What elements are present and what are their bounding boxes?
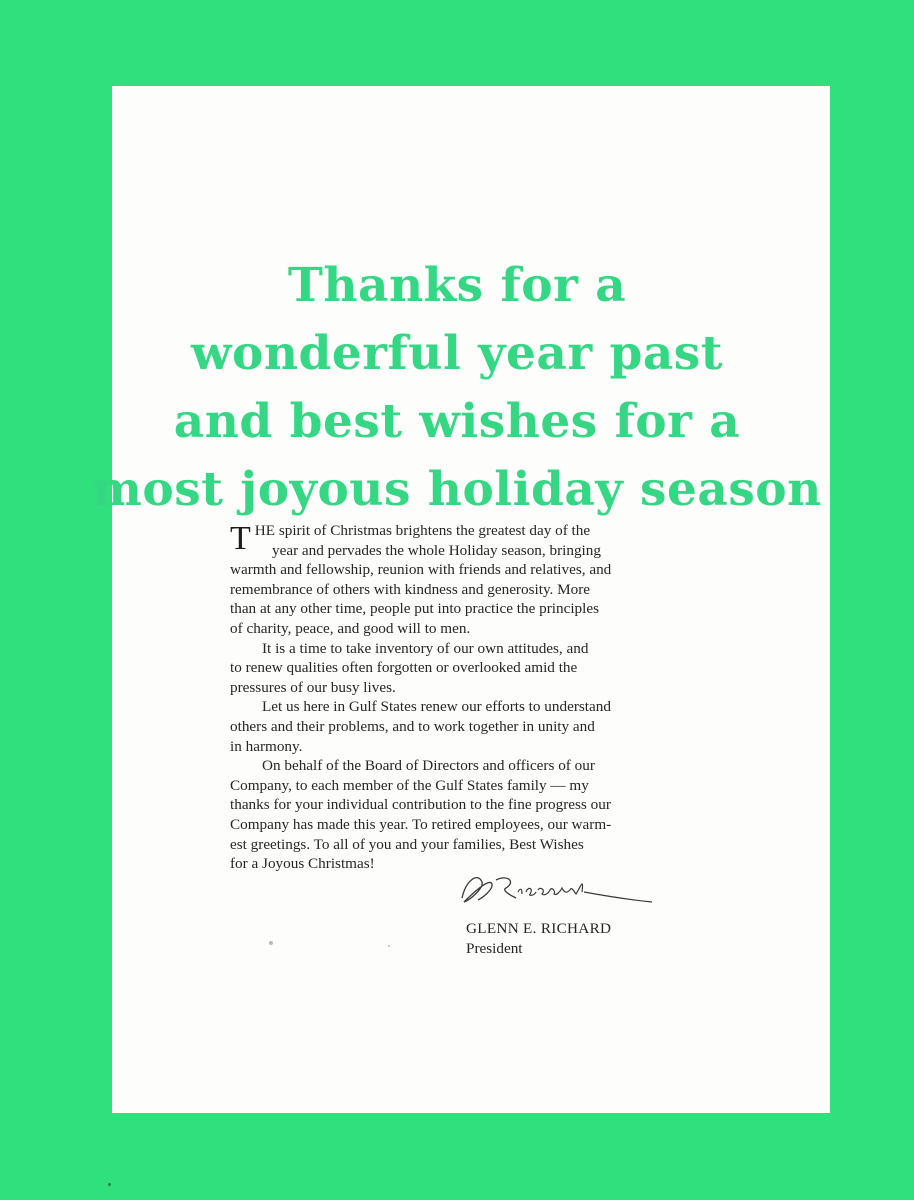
- headline-line: wonderful year past: [191, 326, 723, 381]
- headline: [0, 252, 914, 524]
- paper-speck: [388, 945, 390, 947]
- letter-paragraph: [230, 756, 718, 874]
- drop-cap: T: [230, 520, 251, 557]
- headline-line: most joyous holiday season: [92, 462, 822, 517]
- letter-body: [230, 521, 718, 874]
- letter-line: than at any other time, people put into practice the principles: [230, 600, 600, 618]
- letter-paragraph: [230, 639, 718, 698]
- letter-line: Company, to each member of the Gulf States family — my: [230, 776, 589, 794]
- signer-title: President: [466, 940, 523, 957]
- letter-line: in harmony.: [230, 737, 303, 755]
- letter-line: It is a time to take inventory of our own attitudes, and: [262, 639, 589, 657]
- letter-line: Company has made this year. To retired employees, our warm-: [230, 815, 612, 833]
- letter-line: to renew qualities often forgotten or overlooked amid the: [230, 659, 578, 677]
- letter-line: On behalf of the Board of Directors and officers of our: [262, 757, 595, 775]
- letter-line: year and pervades the whole Holiday season, bringing: [272, 541, 601, 559]
- signer-name: GLENN E. RICHARD: [466, 920, 612, 937]
- letter-line: Let us here in Gulf States renew our efforts to understand: [262, 698, 611, 716]
- letter-line: thanks for your individual contribution to the fine progress our: [230, 796, 611, 814]
- handwritten-signature: [456, 868, 656, 914]
- letter-line: HE spirit of Christmas brightens the greatest day of the: [254, 522, 591, 539]
- paper-speck: [269, 941, 273, 945]
- letter-paragraph: [230, 521, 718, 639]
- letter-line: for a Joyous Christmas!: [230, 855, 375, 873]
- letter-line: of charity, peace, and good will to men.: [230, 619, 471, 637]
- letter-line: pressures of our busy lives.: [230, 678, 396, 696]
- paper-speck: [108, 1183, 111, 1186]
- letter-line: others and their problems, and to work together in unity and: [230, 717, 595, 735]
- letter-line: remembrance of others with kindness and generosity. More: [230, 580, 591, 598]
- headline-line: and best wishes for a: [173, 394, 741, 449]
- letter-line: warmth and fellowship, reunion with friends and relatives, and: [230, 561, 612, 579]
- letter-paragraph: [230, 697, 718, 756]
- letter-line: est greetings. To all of you and your families, Best Wishes: [230, 835, 584, 853]
- headline-line: Thanks for a: [287, 258, 627, 313]
